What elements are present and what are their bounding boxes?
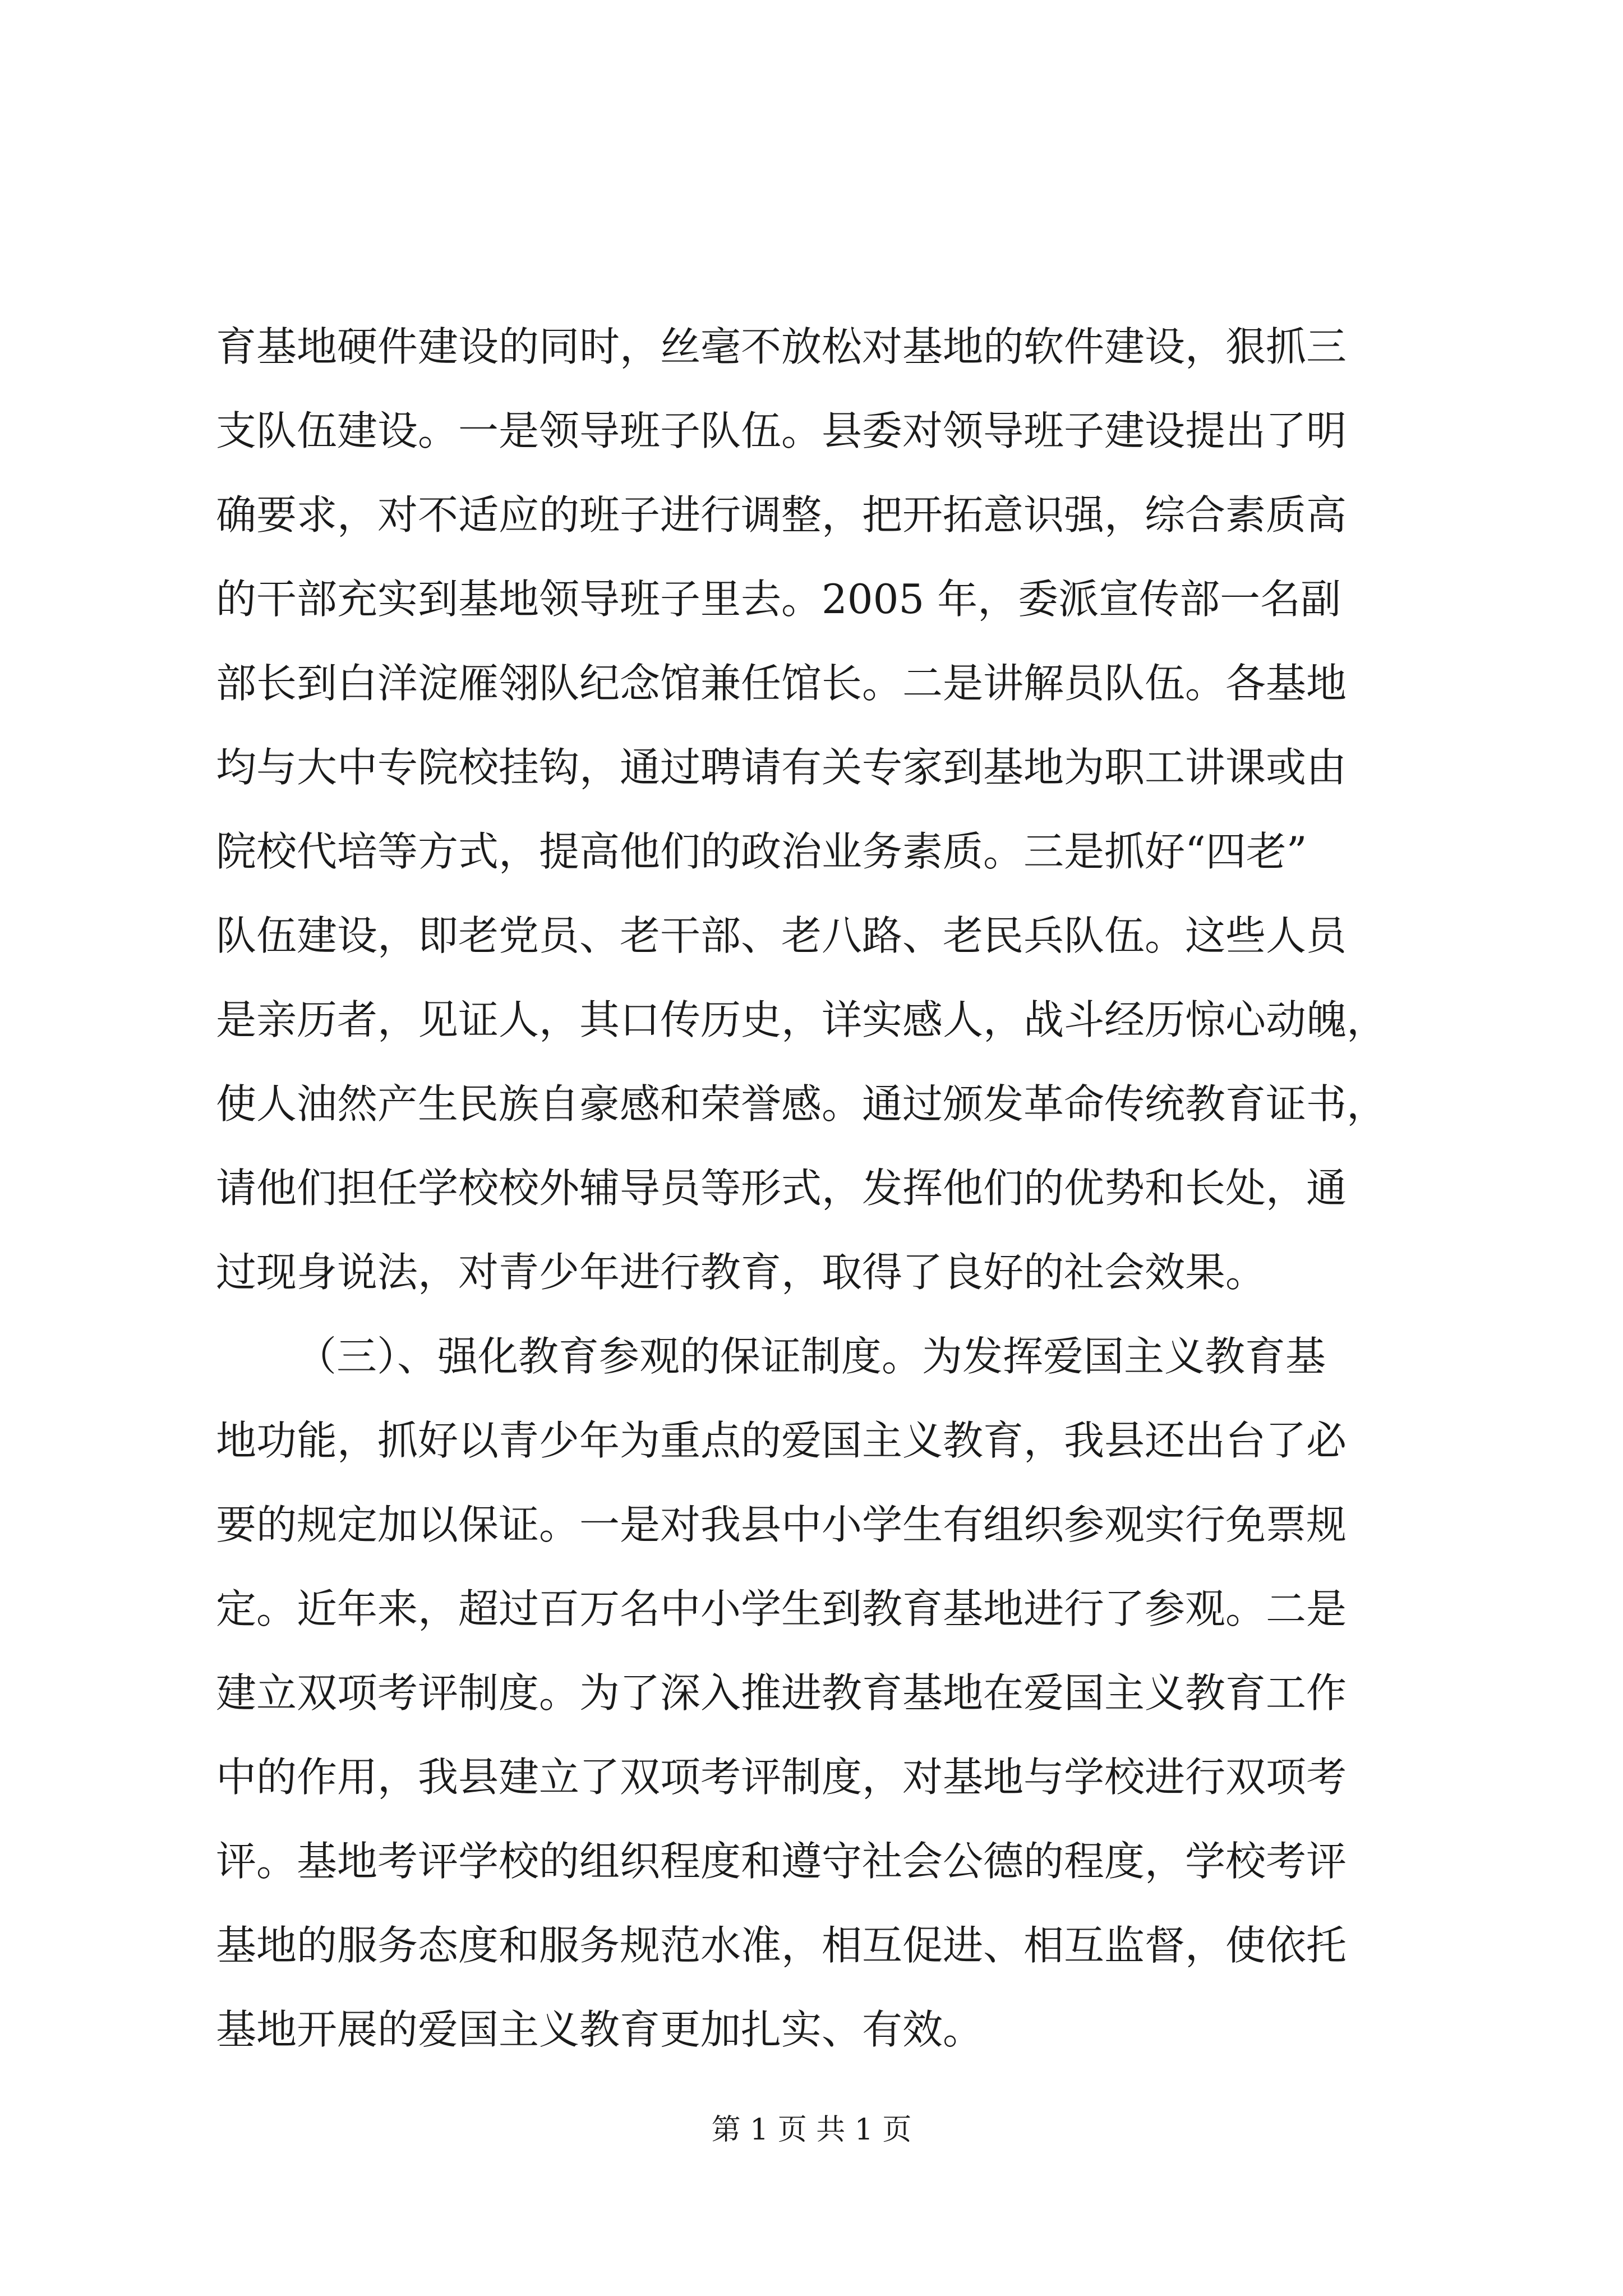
text-line: 定。近年来，超过百万名中小学生到教育基地进行了参观。二是 [216, 1585, 1347, 1632]
text-line: 队伍建设，即老党员、老干部、老八路、老民兵队伍。这些人员 [216, 912, 1347, 959]
text-line: 地功能，抓好以青少年为重点的爱国主义教育，我县还出台了必 [216, 1417, 1347, 1464]
text-line: 建立双项考评制度。为了深入推进教育基地在爱国主义教育工作 [216, 1669, 1347, 1717]
text-line: 基地开展的爱国主义教育更加扎实、有效。 [216, 2006, 984, 2053]
text-line: 评。基地考评学校的组织程度和遵守社会公德的程度，学校考评 [216, 1838, 1347, 1885]
text-line: 要的规定加以保证。一是对我县中小学生有组织参观实行免票规 [216, 1501, 1347, 1548]
text-line: 均与大中专院校挂钩，通过聘请有关专家到基地为职工讲课或由 [216, 744, 1347, 791]
text-line: 基地的服务态度和服务规范水准，相互促进、相互监督，使依托 [216, 1922, 1347, 1969]
text-line: 的干部充实到基地领导班子里去。2005 年，委派宣传部一名副 [216, 576, 1341, 623]
text-line: 请他们担任学校校外辅导员等形式，发挥他们的优势和长处，通 [216, 1165, 1347, 1212]
text-line: 育基地硬件建设的同时，丝毫不放松对基地的软件建设，狠抓三 [216, 323, 1347, 370]
text-line: 使人油然产生民族自豪感和荣誉感。通过颁发革命传统教育证书， [216, 1080, 1387, 1128]
page-number-footer: 第 1 页 共 1 页 [711, 2113, 912, 2147]
text-line: 确要求，对不适应的班子进行调整，把开拓意识强，综合素质高 [216, 491, 1347, 539]
text-line: 支队伍建设。一是领导班子队伍。县委对领导班子建设提出了明 [216, 407, 1347, 454]
text-line: 院校代培等方式，提高他们的政治业务素质。三是抓好“四老” [216, 828, 1307, 875]
text-line: 部长到白洋淀雁翎队纪念馆兼任馆长。二是讲解员队伍。各基地 [216, 660, 1347, 707]
text-line: 中的作用，我县建立了双项考评制度，对基地与学校进行双项考 [216, 1754, 1347, 1801]
section-heading-line: （三）、强化教育参观的保证制度。为发挥爱国主义教育基 [296, 1333, 1326, 1380]
text-line: 过现身说法，对青少年进行教育，取得了良好的社会效果。 [216, 1249, 1266, 1296]
text-line: 是亲历者，见证人，其口传历史，详实感人，战斗经历惊心动魄， [216, 996, 1387, 1043]
